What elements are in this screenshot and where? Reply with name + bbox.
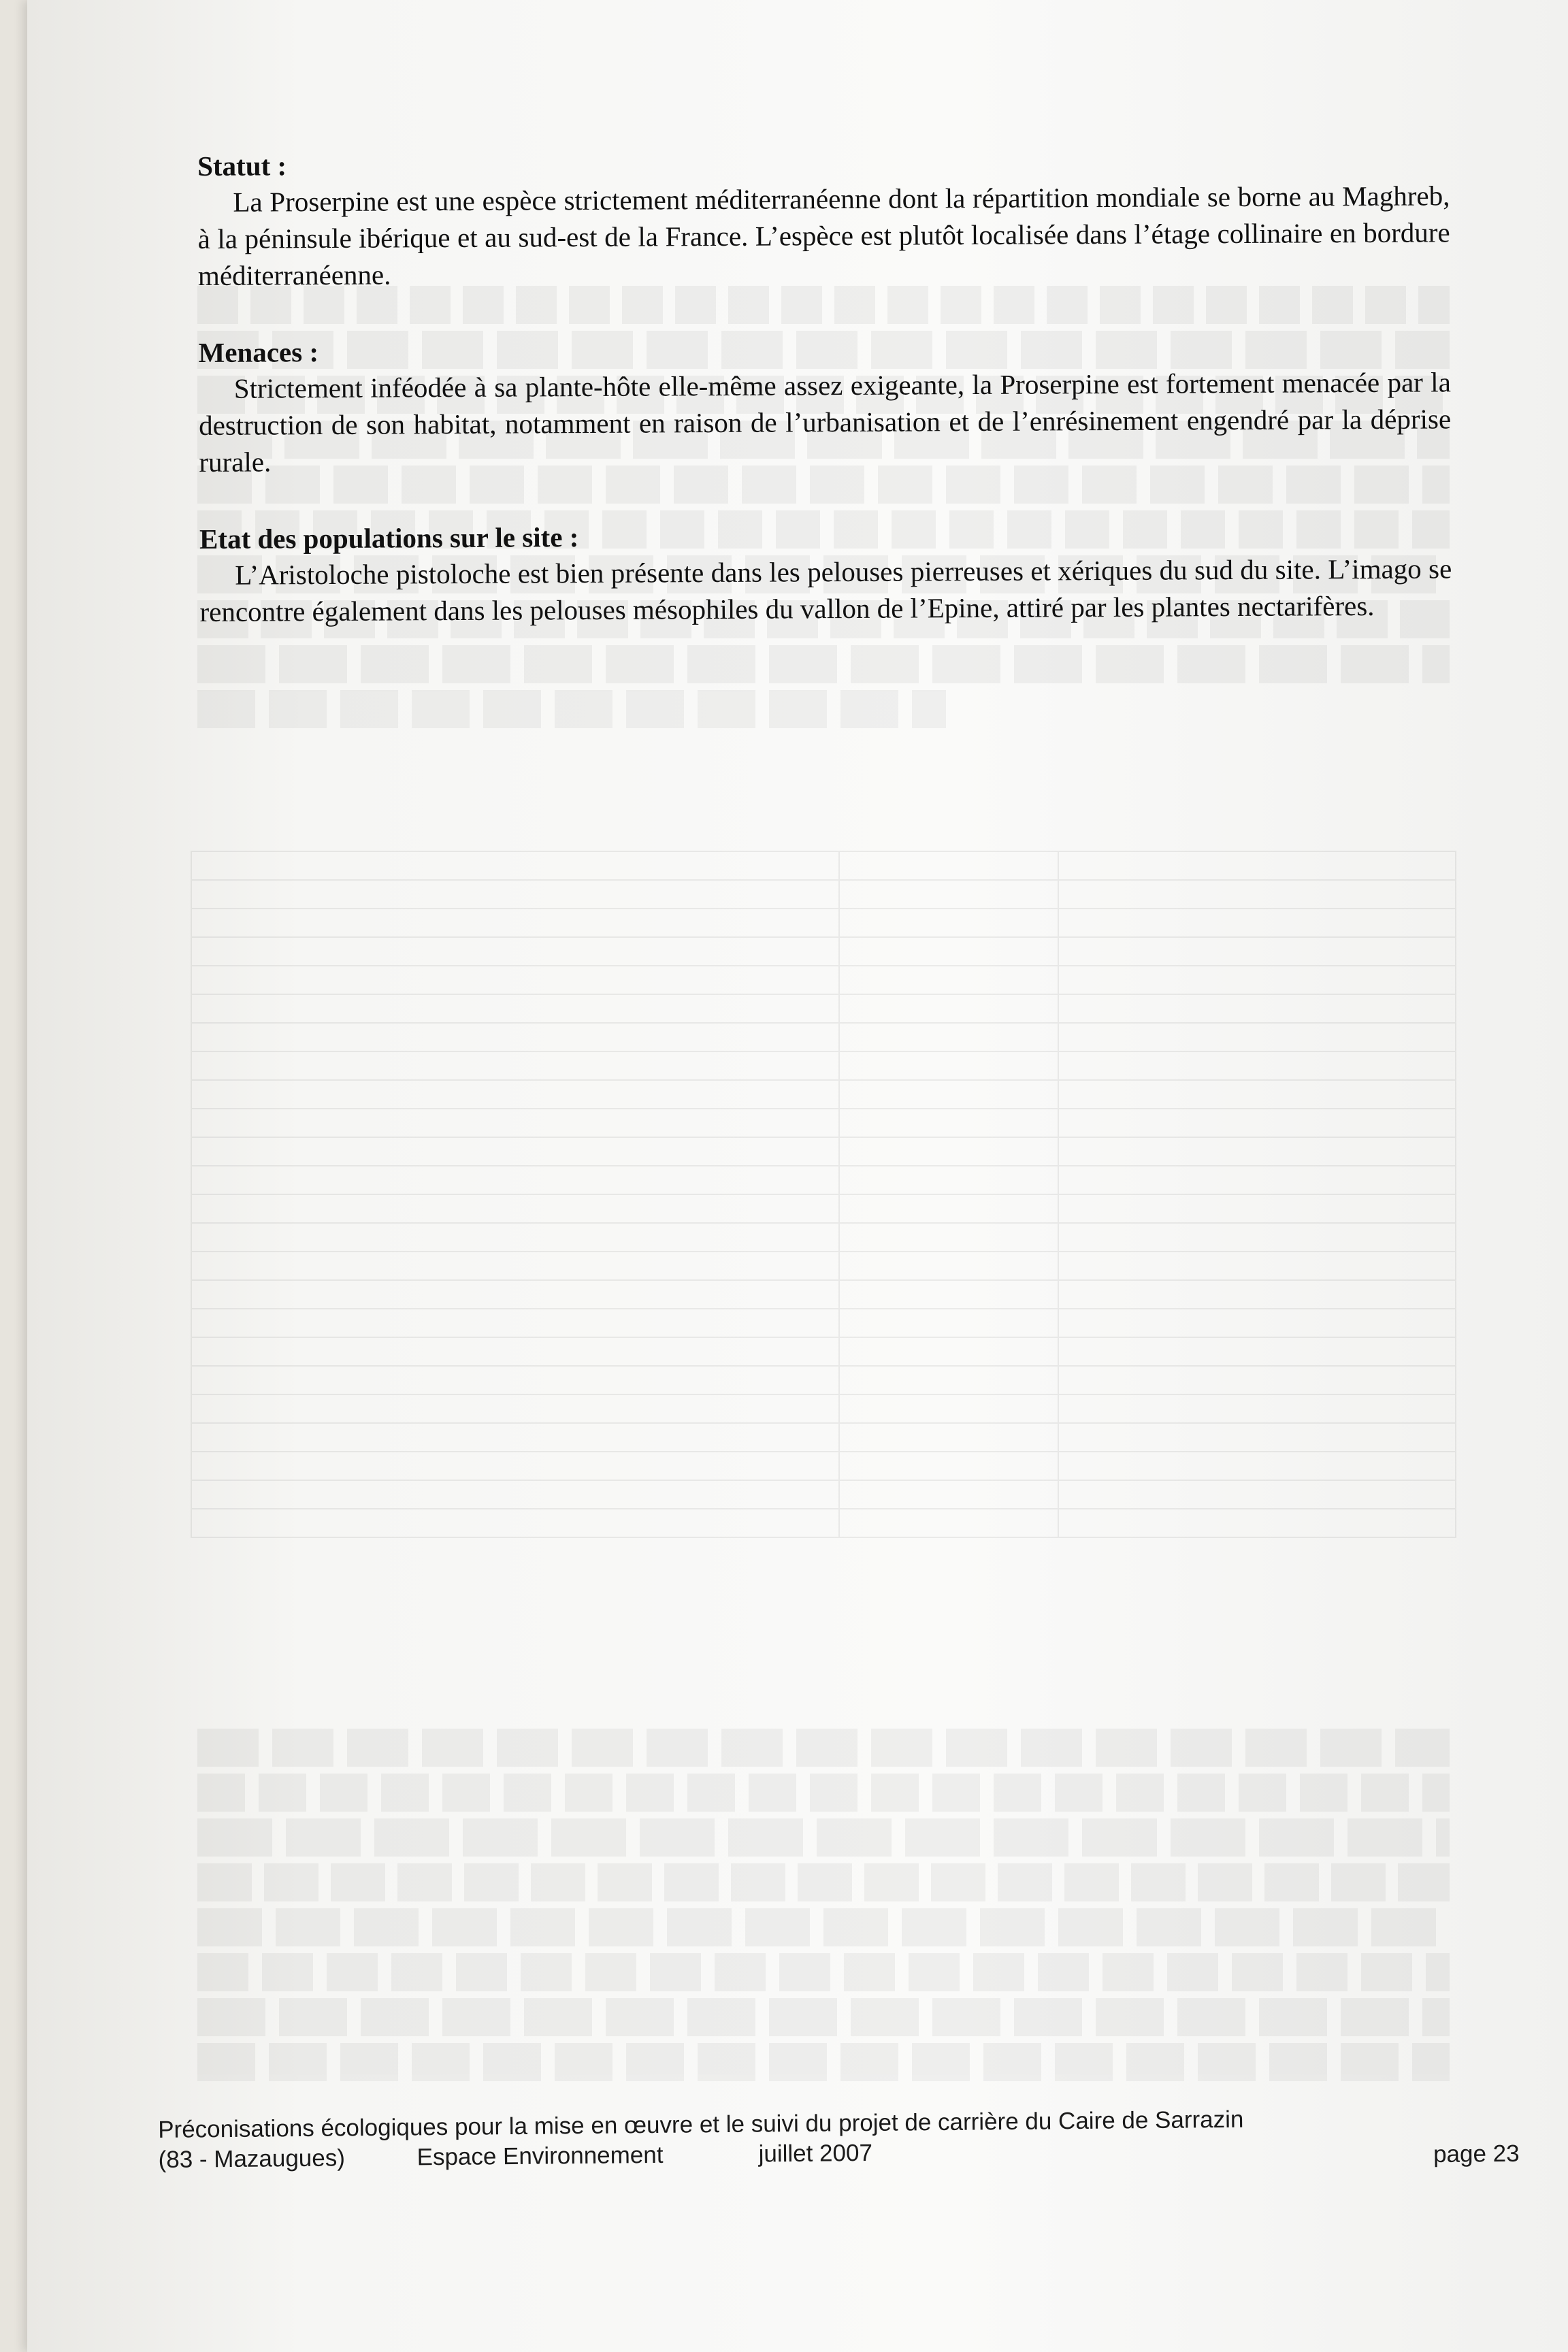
section-heading: Menaces : — [198, 336, 319, 368]
show-through-paragraph-lower — [197, 1729, 1450, 2081]
section-heading: Etat des populations sur le site : — [199, 521, 579, 555]
footer-date: juillet 2007 — [758, 2139, 873, 2168]
section-heading: Statut : — [197, 150, 287, 182]
footer-department: (83 - Mazaugues) — [158, 2144, 346, 2173]
section-statut — [197, 142, 1450, 294]
section-paragraph: La Proserpine est une espèce strictement méditerranéenne dont la répartition mondiale se borne au Maghreb, à la péninsule ibérique et au sud-est de la France. L’espèce est plutôt localisée dans l’étage collinaire en bordure méditerranéenne. — [197, 180, 1450, 291]
section-paragraph: L’Aristoloche pistoloche est bien présente dans les pelouses pierreuses et xériques du sud du site. L’imago se rencontre également dans les pelouses mésophiles du vallon de l’Epine, attiré par les plantes nectarifères. — [199, 553, 1452, 627]
footer-title: Préconisations écologiques pour la mise en œuvre et le suivi du projet de carrière du Caire de Sarrazin — [158, 2106, 1244, 2143]
page-number: page 23 — [1433, 2140, 1520, 2168]
section-menaces — [198, 328, 1451, 480]
section-etat-populations — [199, 514, 1452, 630]
document-page — [27, 0, 1568, 2352]
main-content — [197, 142, 1452, 671]
section-paragraph: Strictement inféodée à sa plante-hôte elle-même assez exigeante, la Proserpine est fortement menacée par la destruction de son habitat, notamment en raison de l’urbanisation et de l’enrésinement engendré par la déprise rurale. — [199, 366, 1452, 478]
show-through-table — [191, 851, 1456, 1538]
footer-organization: Espace Environnement — [416, 2141, 664, 2171]
